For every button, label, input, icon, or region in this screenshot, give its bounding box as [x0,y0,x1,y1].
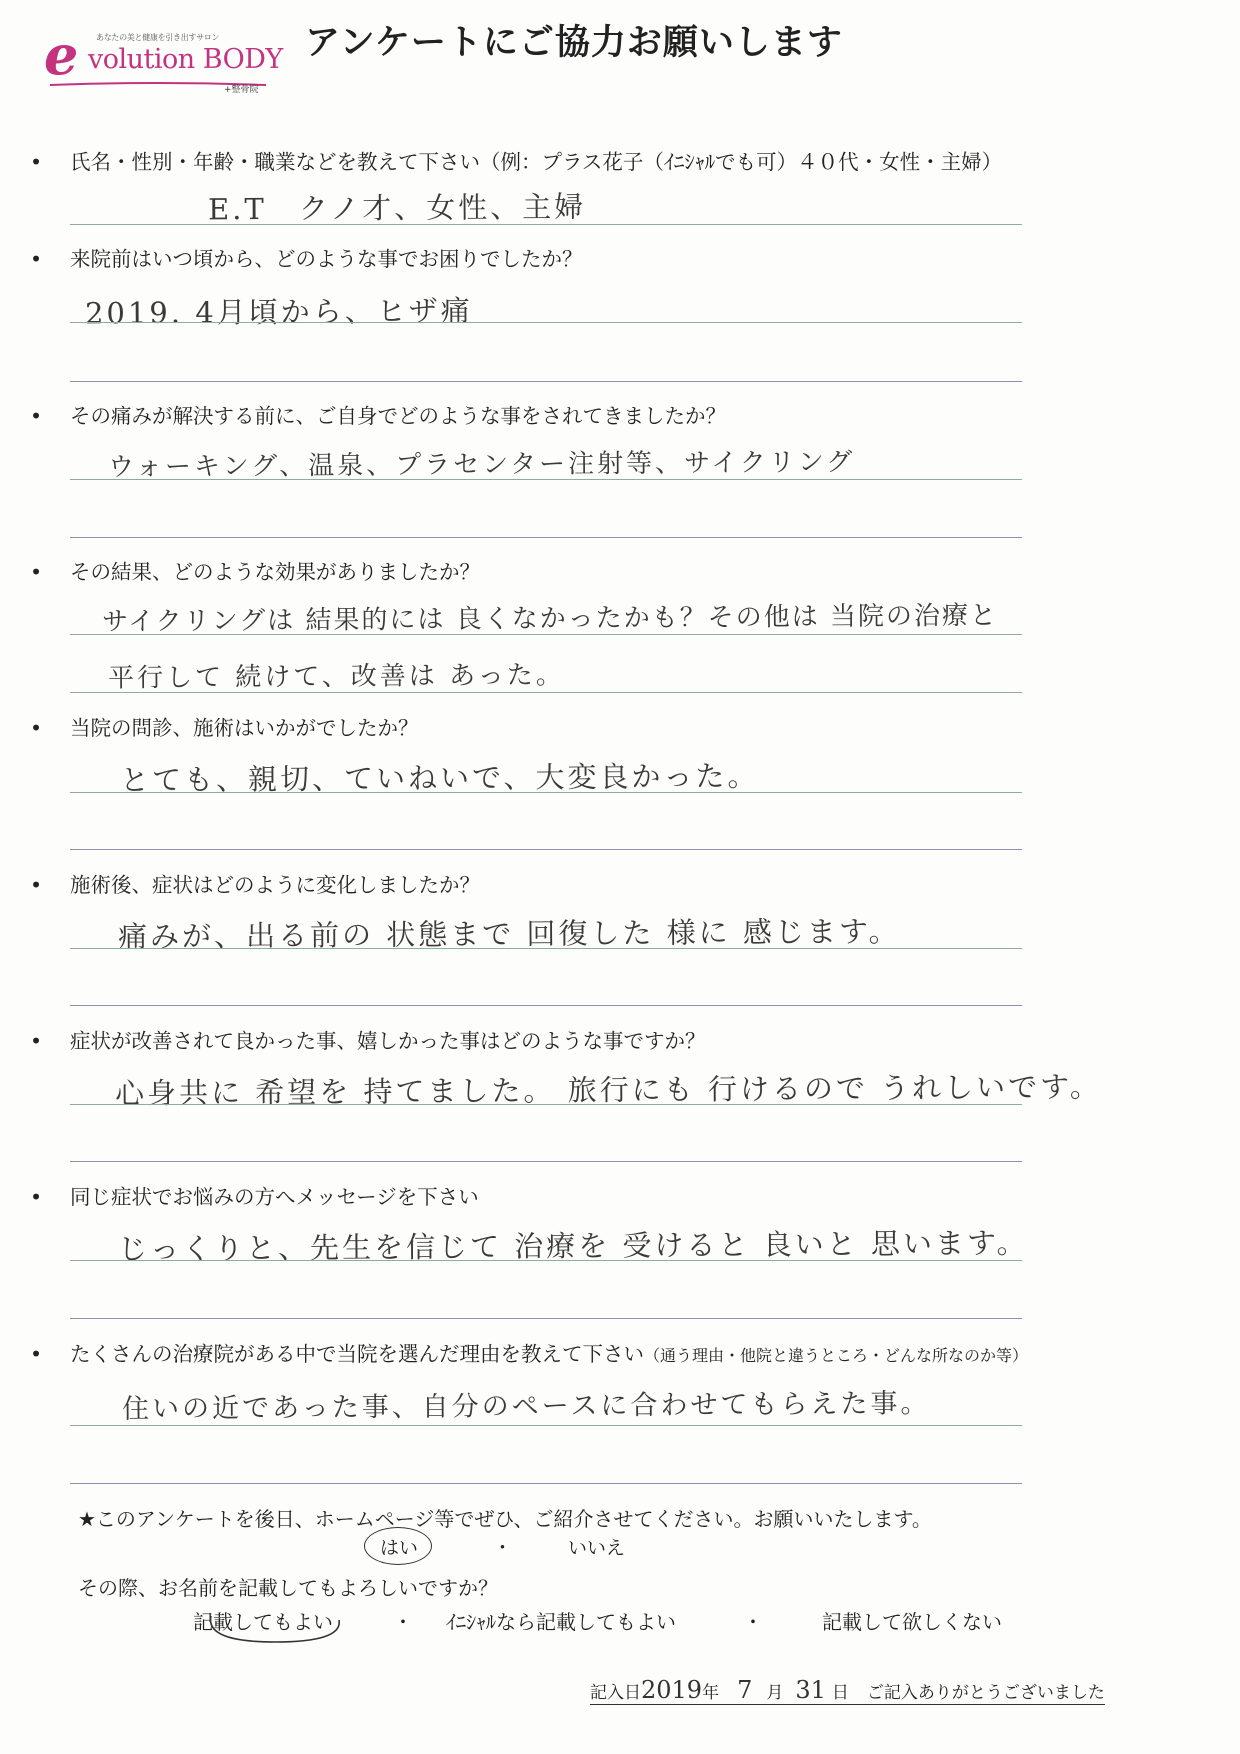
question-text: 施術後、症状はどのように変化しましたか？ [70,873,480,897]
logo-text: volution BODY [88,44,283,75]
question-1 [30,145,1002,175]
option-yes[interactable]: はい [380,1537,419,1559]
answer-line [70,948,1022,949]
answer-line [70,634,1022,635]
question-9 [30,1337,1028,1367]
name-option-allow[interactable]: 記載してもよい [193,1610,333,1634]
question-text: 氏名・性別・年齢・職業などを教えて下さい（例：プラス花子（ｲﾆｼｬﾙでも可）４０代・女性・主婦） [70,150,1003,174]
page-title: アンケートにご協力お願いします [305,23,843,63]
bullet-icon: • [30,404,43,428]
question-text: 当院の問診、施術はいかがでしたか？ [70,716,419,740]
bullet-icon: • [30,1342,43,1366]
entry-date-row [590,1676,1105,1705]
answer-1: E.T クノ才、女性、主婦 [207,189,587,227]
date-day: 31 [795,1676,826,1704]
question-7 [30,1024,706,1054]
date-month: 7 [737,1676,753,1704]
question-text: たくさんの治療院がある中で当院を選んだ理由を教えて下さい [70,1342,644,1366]
question-note: （通う理由・他院と違うところ・どんな所なのか等） [644,1346,1029,1365]
question-6 [30,868,480,898]
question-5 [30,711,419,741]
answer-8: じっくりと、先生を信じて 治療を 受けると 良いと 思います。 [117,1225,1029,1267]
month-unit: 月 [766,1683,784,1703]
bullet-icon: • [30,1029,43,1053]
answer-5: とても、親切、ていねいで、大変良かった。 [119,758,760,798]
answer-line [70,381,1022,382]
bullet-icon: • [30,150,43,174]
selection-underline-icon [205,1606,345,1646]
question-text: 同じ症状でお悩みの方へメッセージを下さい [70,1185,479,1209]
answer-line [70,1161,1022,1162]
answer-line [70,792,1022,793]
bullet-icon: • [30,716,43,740]
option-separator: ・ [393,1610,413,1634]
answer-4-line-1: サイクリングは 結果的には 良くなかったかも？その他は 当院の治療と [101,600,999,638]
name-option-deny[interactable]: 記載して欲しくない [822,1610,1002,1634]
name-option-initials[interactable]: ｲﾆｼｬﾙなら記載してもよい [446,1610,676,1634]
question-text: その痛みが解決する前に、ご自身でどのような事をされてきましたか？ [70,404,726,428]
thanks-text: ご記入ありがとうございました [866,1683,1105,1703]
date-year: 2019 [641,1676,703,1704]
logo-tagline: あなたの美と健康を引き出すサロン [96,33,220,42]
publish-request: ★このアンケートを後日、ホームページ等でぜひ、ご紹介させてください。お願いいたします。 [78,1507,932,1531]
option-no[interactable]: いいえ [568,1537,626,1559]
brand-logo [44,23,294,98]
bullet-icon: • [30,1185,43,1209]
option-separator: ・ [493,1537,513,1559]
day-unit: 日 [831,1683,849,1703]
answer-line [70,1483,1022,1484]
question-8 [30,1180,479,1210]
logo-letter: e [44,23,79,87]
question-text: 来院前はいつ頃から、どのような事でお困りでしたか？ [70,247,583,271]
answer-line [70,479,1022,480]
answer-line [70,849,1022,850]
option-separator: ・ [743,1610,763,1634]
answer-7: 心身共に 希望を 持てました。 旅行にも 行けるので うれしいです。 [114,1069,1102,1111]
answer-line [70,1425,1022,1426]
answer-4-line-2: 平行して 続けて、改善は あった。 [107,660,565,694]
question-4 [30,555,480,585]
logo-subtitle: +整骨院 [224,85,259,95]
answer-9: 住いの近であった事、自分のペースに合わせてもらえた事。 [121,1388,931,1425]
answer-3: ウォーキング、温泉、プラセンター注射等、サイクリング [107,447,856,483]
year-unit: 年 [702,1683,720,1703]
answer-line [70,224,1022,225]
question-text: 症状が改善されて良かった事、嬉しかった事はどのような事ですか？ [70,1029,706,1053]
answer-line [70,692,1022,693]
answer-line [70,1260,1022,1261]
bullet-icon: • [30,247,43,271]
date-label: 記入日 [590,1683,641,1703]
answer-2: 2019. 4月頃から、ヒザ痛 [84,293,473,331]
answer-line [70,1104,1022,1105]
question-text: その結果、どのような効果がありましたか？ [70,560,480,584]
question-3 [30,399,726,429]
answer-line [70,537,1022,538]
name-question: その際、お名前を記載してもよろしいですか？ [78,1576,498,1600]
answer-line [70,322,1022,323]
question-2 [30,242,583,272]
answer-6: 痛みが、出る前の 状態まで 回復した 様に 感じます。 [117,914,901,954]
answer-line [70,1005,1022,1006]
answer-line [70,1318,1022,1319]
bullet-icon: • [30,873,43,897]
bullet-icon: • [30,560,43,584]
